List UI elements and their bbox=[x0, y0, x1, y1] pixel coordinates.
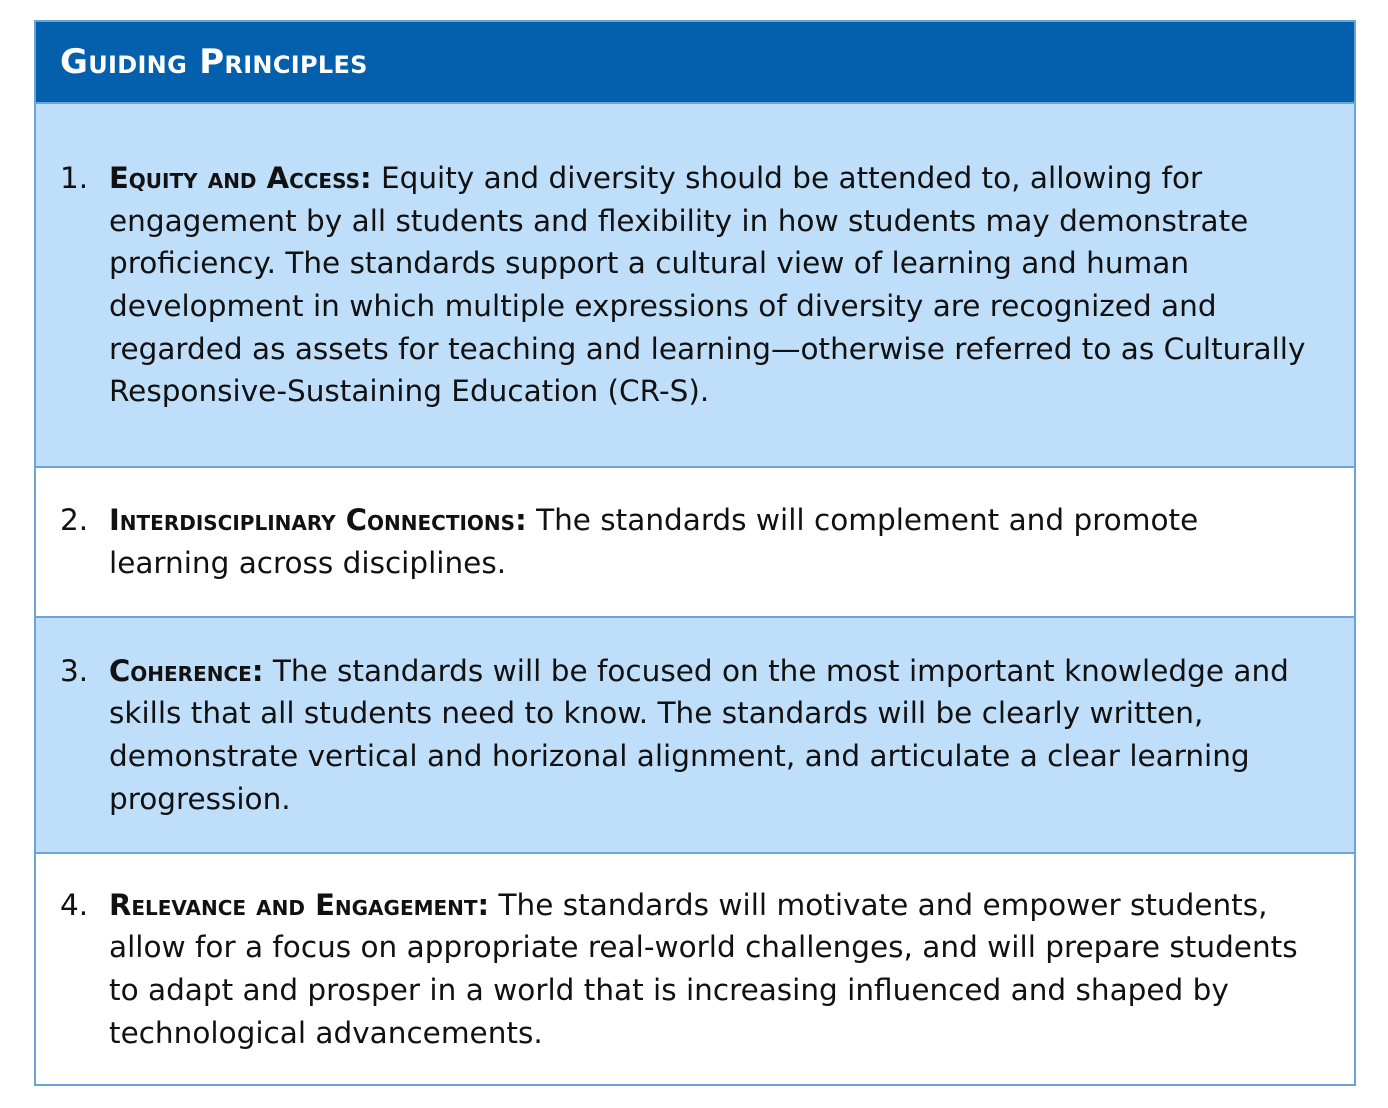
principle-text bbox=[109, 650, 1324, 820]
principle-description: The standards will complement and promote learning across disciplines. bbox=[109, 503, 1199, 580]
principle-description: The standards will motivate and empower students, allow for a focus on appropriate real-world challenges, and will prepare students to adapt and prosper in a world that is increasing influenced and shaped by technological advancements. bbox=[109, 887, 1298, 1050]
table-title: Guiding Principles bbox=[60, 42, 368, 82]
principle-row-4 bbox=[36, 852, 1354, 1084]
principle-number: 3. bbox=[60, 653, 89, 688]
principle-item bbox=[60, 650, 1324, 820]
principle-number: 4. bbox=[60, 887, 89, 922]
principle-text bbox=[109, 884, 1324, 1054]
principle-row-2 bbox=[36, 466, 1354, 616]
principle-description: The standards will be focused on the most important knowledge and skills that all students need to know. The standards will be clearly written, demonstrate vertical and horizonal alignment, and articulate a clear learning progression. bbox=[109, 653, 1289, 816]
principle-item bbox=[60, 884, 1324, 1054]
principle-text bbox=[109, 499, 1324, 584]
principle-row-3 bbox=[36, 616, 1354, 852]
table-header bbox=[36, 22, 1354, 102]
principle-text bbox=[109, 157, 1324, 413]
principle-term: Coherence: bbox=[109, 653, 264, 688]
principle-number: 2. bbox=[60, 503, 89, 538]
principle-term: Relevance and Engagement: bbox=[109, 887, 490, 922]
principle-term: Equity and Access: bbox=[109, 161, 372, 196]
guiding-principles-table bbox=[34, 20, 1356, 1086]
principle-number: 1. bbox=[60, 161, 89, 196]
principle-term: Interdisciplinary Connections: bbox=[109, 503, 527, 538]
principle-item bbox=[60, 499, 1324, 584]
principle-item bbox=[60, 157, 1324, 413]
principle-description: Equity and diversity should be attended to, allowing for engagement by all students and flexibility in how students may demonstrate proficiency. The standards support a cultural view of learning and human development in which multiple expressions of diversity are recognized and regarded as assets for teaching and learning—otherwise referred to as Culturally Responsive-Sustaining Education (CR-S). bbox=[109, 161, 1306, 409]
principle-row-1 bbox=[36, 102, 1354, 466]
